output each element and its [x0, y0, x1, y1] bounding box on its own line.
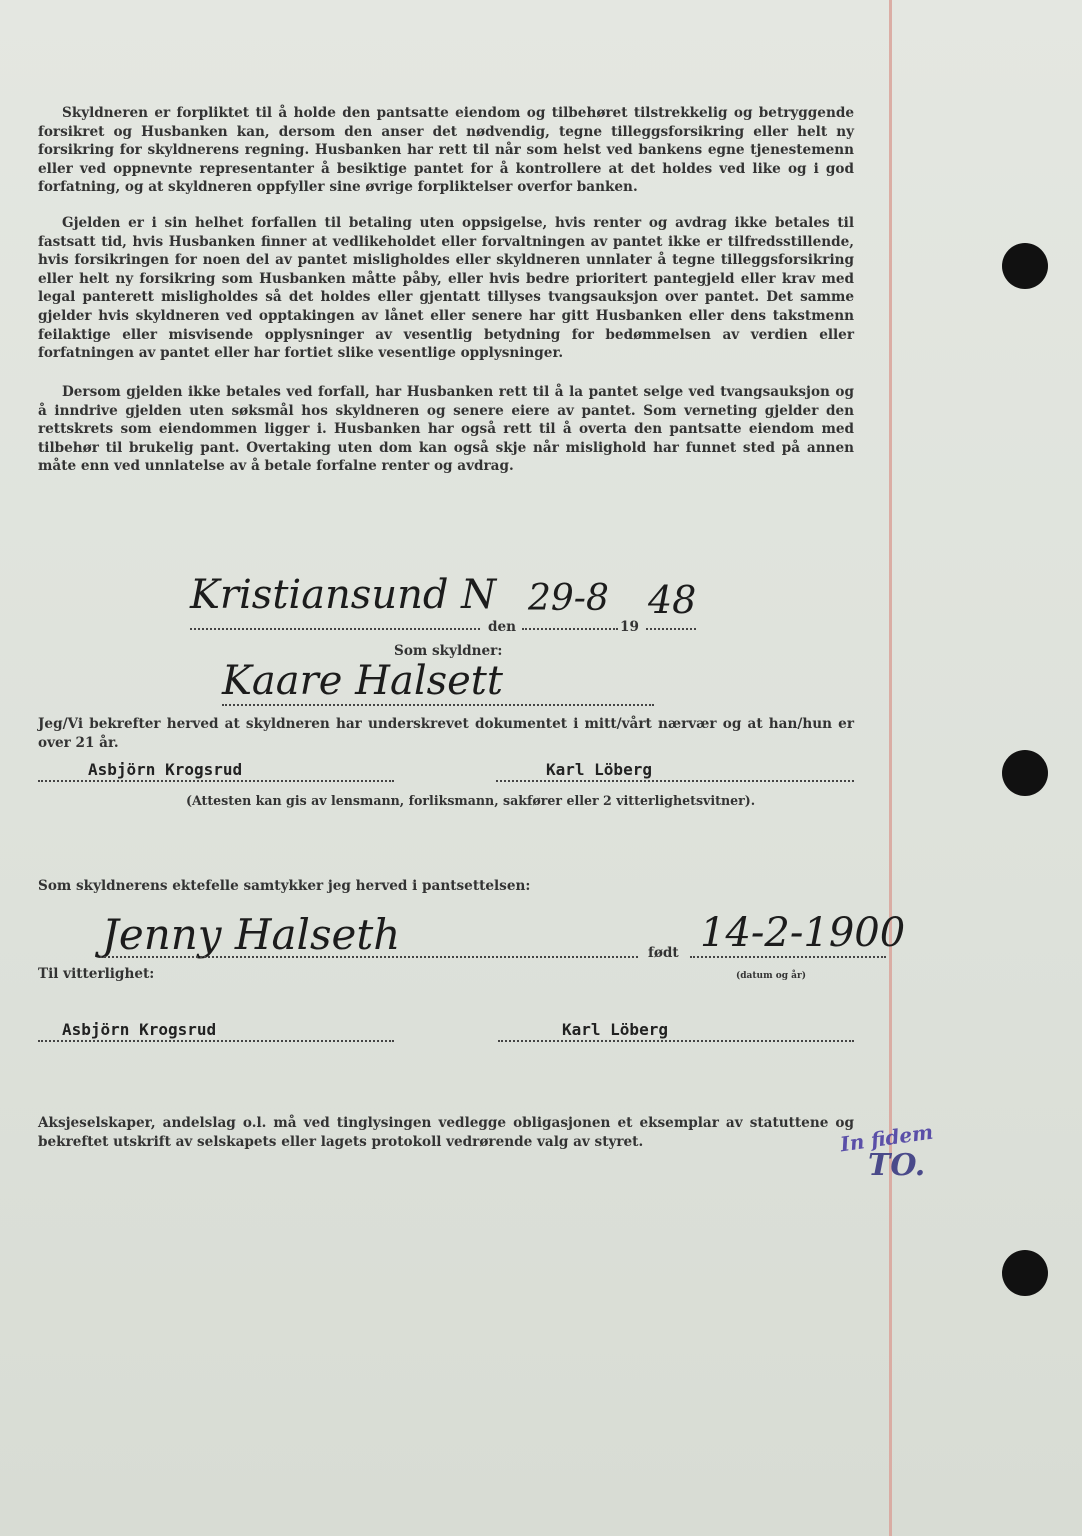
den-label: den	[488, 619, 517, 635]
born-date-handwritten: 14-2-1900	[700, 910, 906, 956]
witness-statement: Jeg/Vi bekrefter herved at skyldneren har underskrevet dokumentet i mitt/vårt nærvær og at han/hun er over 21 år.	[38, 716, 854, 751]
witness-1-name: Asbjörn Krogsrud	[88, 760, 243, 779]
born-label: født	[648, 945, 679, 961]
margin-rule	[889, 0, 892, 1536]
spouse-line	[100, 956, 638, 958]
spouse-witness-1-name: Asbjörn Krogsrud	[62, 1020, 217, 1039]
witness-2-name: Karl Löberg	[546, 760, 652, 779]
stamp-initials: TO.	[868, 1148, 926, 1183]
date-hint: (datum og år)	[736, 971, 807, 981]
witness-1-line	[38, 780, 394, 782]
spouse-witness-2-name: Karl Löberg	[562, 1020, 668, 1039]
spouse-consent-text: Som skyldnerens ektefelle samtykker jeg herved i pantsettelsen:	[38, 878, 531, 894]
date-line	[522, 628, 618, 630]
in-fidem-stamp: In fidem	[838, 1119, 935, 1157]
born-date-line	[690, 956, 886, 958]
date-handwritten: 29-8	[528, 578, 609, 619]
witness-2-line	[496, 780, 854, 782]
footer-note: Aksjeselskaper, andelslag o.l. må ved tinglysingen vedlegge obligasjonen et eksemplar av statuttene og bekreftet utskrift av selskapets eller lagets protokoll vedrørende valg av styret.	[38, 1115, 854, 1150]
spouse-signature: Jenny Halseth	[102, 910, 401, 959]
debtor-signature: Kaare Halsett	[222, 658, 503, 704]
punch-hole-bottom	[1002, 1250, 1048, 1296]
place-line	[190, 628, 480, 630]
debtor-label: Som skyldner:	[394, 643, 503, 659]
attest-note: (Attesten kan gis av lensmann, forliksmann, sakfører eller 2 vitterlighetsvitner).	[186, 793, 756, 808]
year-prefix: 19	[620, 619, 639, 635]
paragraph-default: Gjelden er i sin helhet forfallen til betaling uten oppsigelse, hvis renter og avdrag ikke betales til fastsatt tid, hvis Husbanken finner at vedlikeholdet eller forvaltningen av pantet ikke er tilfredsstillende, hvis forsikringen for noen del av pantet misligholdes eller skyldneren unnlater å tegne tilleggsforsikring eller helt ny forsikring som Husbanken måtte påby, eller hvis bedre prioritert pantegjeld eller krav med legal panterett misligholdes så det holdes eller gjentatt tillyses tvangsauksjon over pantet. Det samme gjelder hvis skyldneren ved opptakingen av lånet eller senere har gitt Husbanken eller dens takstmenn feilaktige eller misvisende opplysninger av vesentlig betydning for bedømmelsen av verdien eller forfatningen av pantet eller har fortiet slike vesentlige opplysninger.	[38, 215, 854, 362]
spouse-witness-1-line	[38, 1040, 394, 1042]
spouse-witness-2-line	[498, 1040, 854, 1042]
paragraph-enforcement: Dersom gjelden ikke betales ved forfall, har Husbanken rett til å la pantet selge ved tvangsauksjon og å inndrive gjelden uten søksmål hos skyldneren og senere eiere av pantet. Som verneting gjelder den rettskrets som eiendommen ligger i. Husbanken har også rett til å overta den pantsatte eiendom med tilbehør til brukelig pant. Overtaking uten dom kan også skje når mislighold har funnet sted på annen måte enn ved unnlatelse av å betale forfalne renter og avdrag.	[38, 384, 854, 475]
witness-label: Til vitterlighet:	[38, 966, 155, 982]
year-handwritten: 48	[648, 578, 697, 622]
paragraph-insurance: Skyldneren er forpliktet til å holde den pantsatte eiendom og tilbehøret tilstrekkelig og betryggende forsikret og Husbanken kan, dersom den anser det nødvendig, tegne tilleggsforsikring eller helt ny forsikring for skyldnerens regning. Husbanken har rett til når som helst ved bankens egne tjenestemenn eller ved oppnevnte representanter å besiktige pantet for å kontrollere at det holdes ved like og i god forfatning, og at skyldneren oppfyller sine øvrige forpliktelser overfor banken.	[38, 105, 854, 196]
punch-hole-middle	[1002, 750, 1048, 796]
debtor-line	[222, 704, 654, 706]
year-line	[646, 628, 696, 630]
place-handwritten: Kristiansund N	[190, 572, 497, 618]
punch-hole-top	[1002, 243, 1048, 289]
